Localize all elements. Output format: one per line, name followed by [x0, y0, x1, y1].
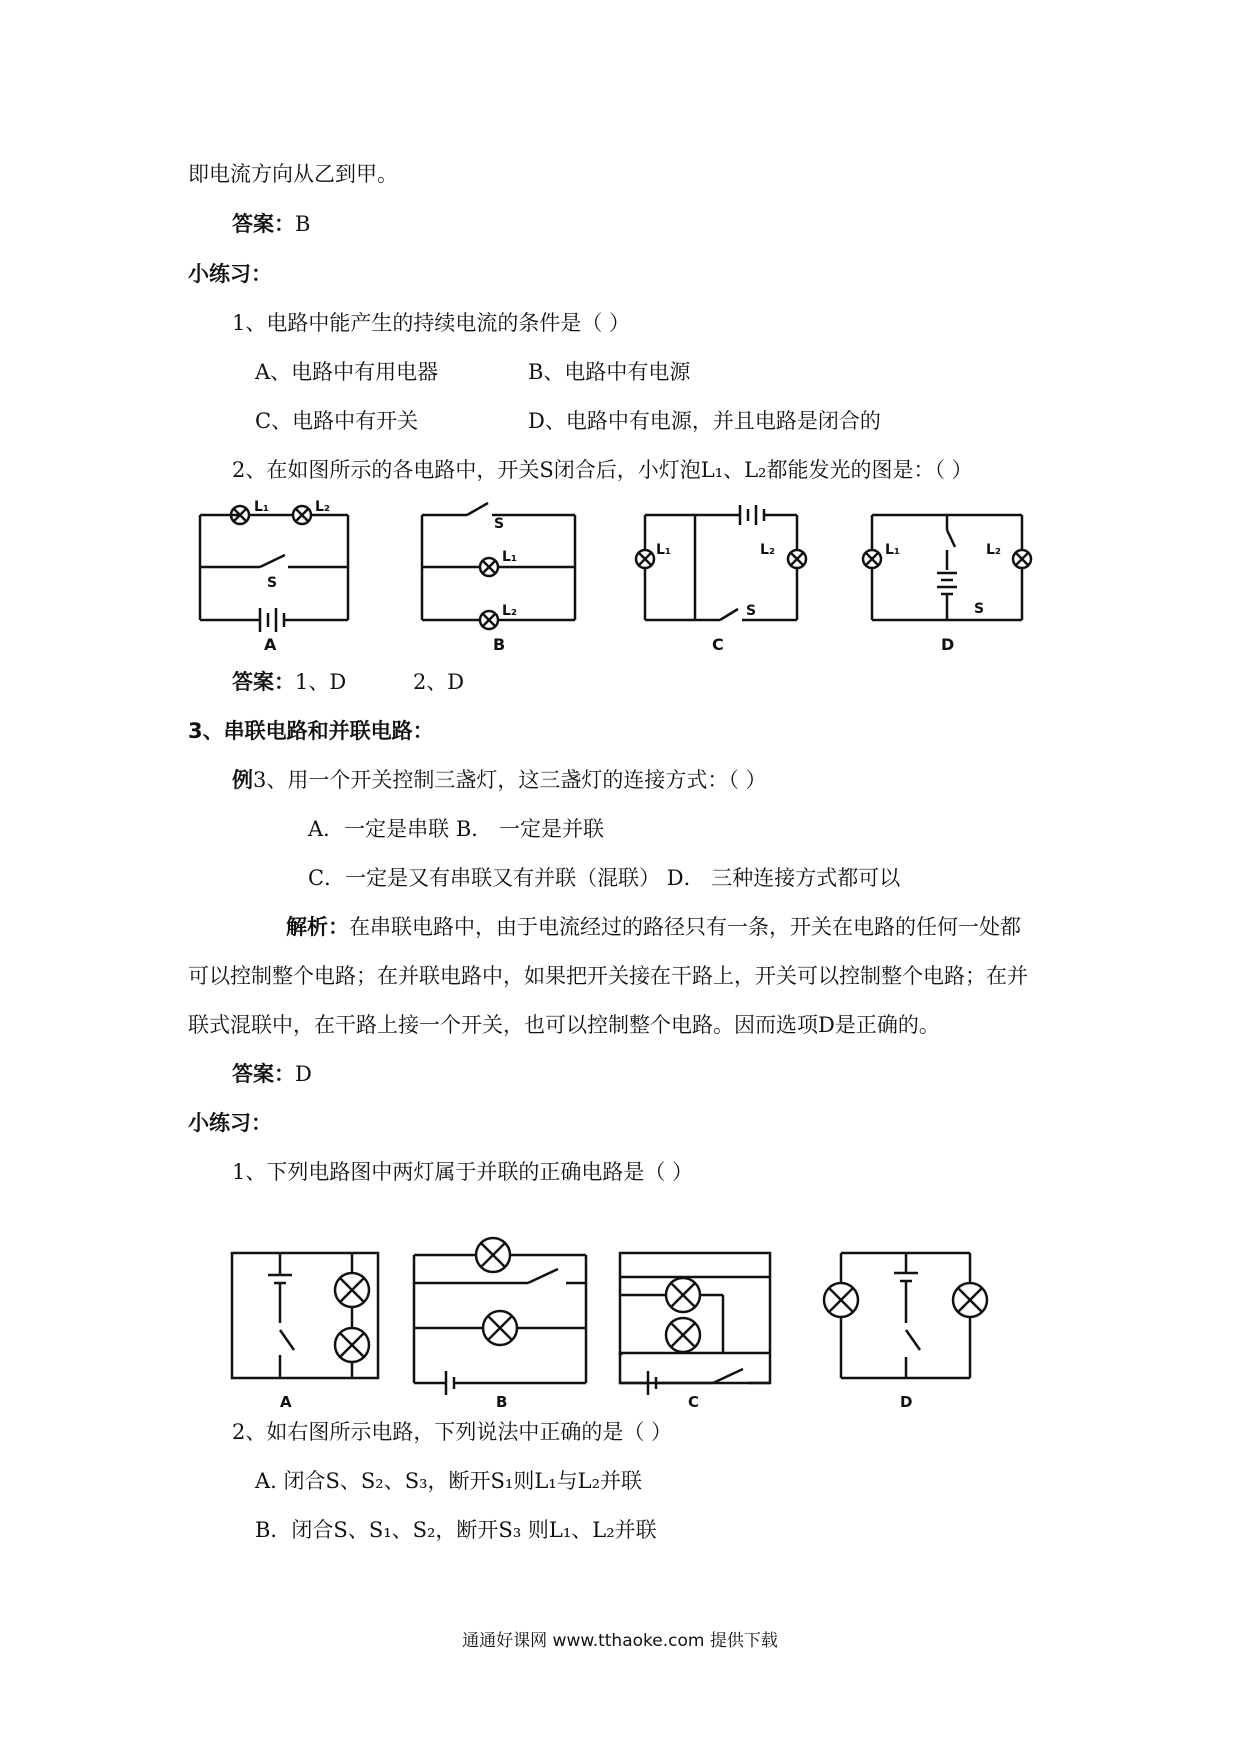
analysis-text: 在串联电路中，由于电流经过的路径只有一条，开关在电路的任何一处都 [349, 915, 1021, 939]
practice-heading: 小练习： [188, 1111, 272, 1135]
footer: 通通好课网 www.tthaoke.com 提供下载 [462, 1631, 778, 1651]
question-4: 2、如右图所示电路，下列说法中正确的是（ ） [232, 1420, 673, 1444]
label-l2: L₂ [502, 603, 518, 619]
q4-option-b: B．闭合S、S₁、S₂，断开S₃ 则L₁、L₂并联 [255, 1518, 657, 1542]
question-1: 1、电路中能产生的持续电流的条件是（ ） [232, 311, 631, 335]
label-l2: L₂ [986, 542, 1002, 558]
label-s: S [746, 603, 757, 619]
label-l2: L₂ [760, 542, 776, 558]
analysis-label: 解析： [286, 915, 349, 939]
answer-label: 答案： [232, 1062, 295, 1086]
circuit-a [232, 1253, 378, 1411]
option-a: A、电路中有用电器 [255, 360, 439, 384]
question-2: 2、在如图所示的各电路中，开关S闭合后，小灯泡L₁、L₂都能发光的图是：（ ） [232, 458, 973, 482]
label-l1: L₁ [885, 542, 901, 558]
example-text: 3、用一个开关控制三盏灯，这三盏灯的连接方式：（ ） [253, 768, 767, 792]
circuit-c [620, 1253, 770, 1411]
label-b: B [496, 1393, 508, 1411]
label-s: S [974, 601, 985, 617]
section-3-heading: 3、串联电路和并联电路： [188, 719, 434, 743]
example-options-cd: C．一定是又有串联又有并联（混联） D． 三种连接方式都可以 [308, 866, 901, 890]
example-label: 例 [232, 768, 253, 792]
paragraph: 即电流方向从乙到甲。 [188, 162, 398, 186]
analysis-line-3: 联式混联中，在干路上接一个开关，也可以控制整个电路。因而选项D是正确的。 [188, 1013, 940, 1037]
option-d: D、电路中有电源，并且电路是闭合的 [528, 409, 881, 433]
label-a: A [280, 1393, 292, 1411]
circuit-d [863, 515, 1031, 654]
label-l1: L₁ [656, 542, 672, 558]
label-l1: L₁ [502, 549, 518, 565]
circuit-figure-1 [190, 495, 1070, 665]
analysis-line-2: 可以控制整个电路；在并联电路中，如果把开关接在干路上，开关可以控制整个电路；在并 [188, 964, 1028, 988]
example-3 [232, 766, 767, 794]
answer-2 [232, 668, 464, 696]
answer-value: B [295, 212, 311, 236]
analysis-line-1 [286, 913, 1021, 941]
answer-value: 1、D 2、D [295, 670, 465, 694]
label-c: C [712, 635, 724, 654]
circuit-d [824, 1253, 987, 1411]
option-b: B、电路中有电源 [528, 360, 691, 384]
label-s: S [494, 516, 505, 532]
label-s: S [267, 575, 278, 591]
circuit-b [422, 503, 575, 654]
label-c: C [688, 1393, 700, 1411]
example-options-ab: A．一定是串联 B． 一定是并联 [308, 817, 604, 841]
label-d: D [900, 1393, 913, 1411]
label-l1: L₁ [254, 499, 270, 515]
q4-option-a: A. 闭合S、S₂、S₃，断开S₁则L₁与L₂并联 [255, 1469, 643, 1493]
circuit-figure-2 [228, 1235, 1048, 1410]
option-c: C、电路中有开关 [255, 409, 419, 433]
answer-label: 答案： [232, 670, 295, 694]
answer-label: 答案： [232, 212, 295, 236]
question-3: 1、下列电路图中两灯属于并联的正确电路是（ ） [232, 1160, 694, 1184]
circuit-c [636, 505, 806, 654]
label-b: B [493, 635, 506, 654]
label-a: A [264, 635, 277, 654]
label-l2: L₂ [315, 499, 331, 515]
answer-1 [232, 210, 310, 238]
label-d: D [941, 635, 955, 654]
answer-3 [232, 1060, 312, 1088]
circuit-b [414, 1238, 586, 1411]
practice-heading: 小练习： [188, 262, 272, 286]
answer-value: D [295, 1062, 312, 1086]
circuit-a [200, 499, 348, 654]
